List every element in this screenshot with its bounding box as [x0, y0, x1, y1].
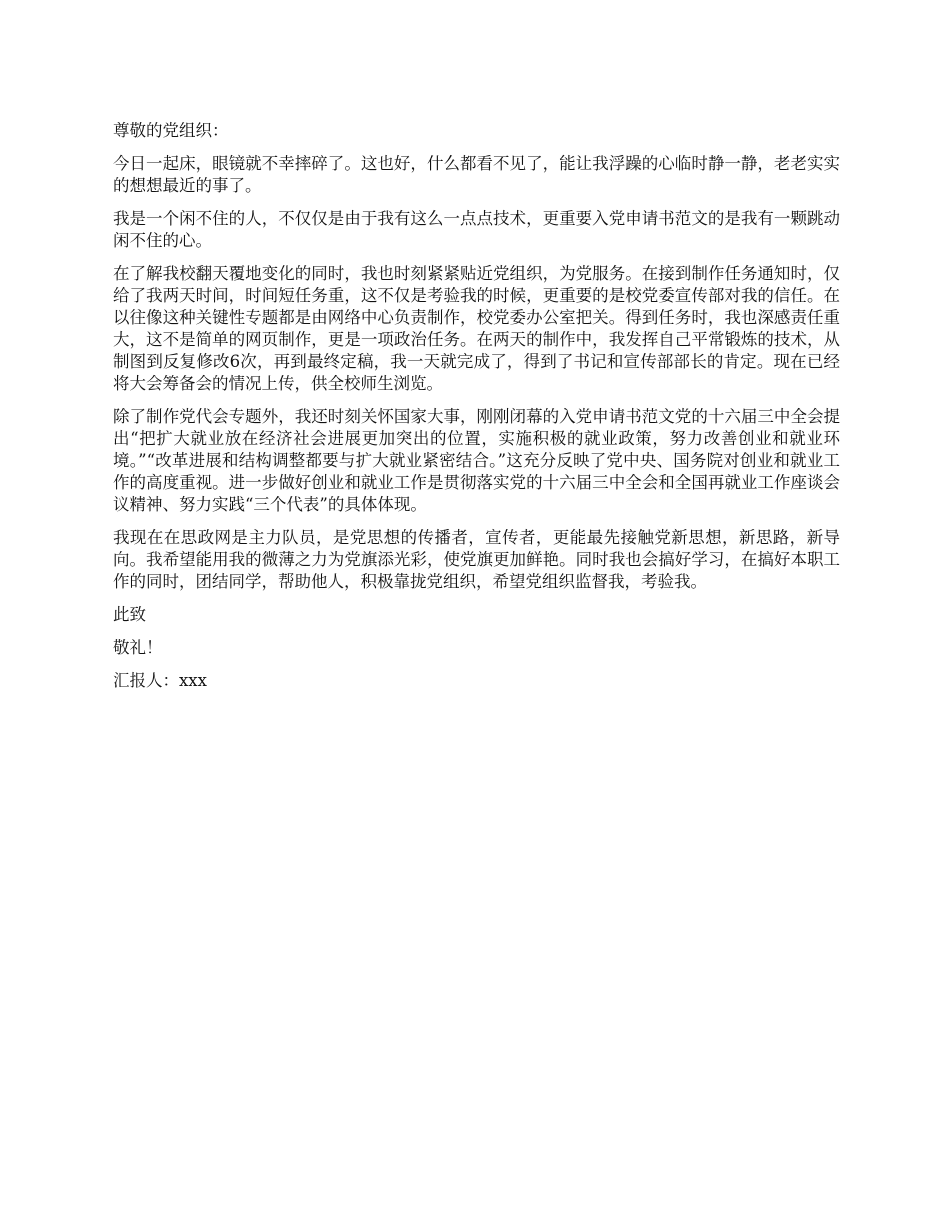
letter-body — [113, 120, 840, 703]
paragraph-5: 我现在在思政网是主力队员，是党思想的传播者，宣传者，更能最先接触党新思想，新思路，新导向。我希望能用我的微薄之力为党旗添光彩，使党旗更加鲜艳。同时我也会搞好学习，在搞好本职工作的同时，团结同学，帮助他人，积极靠拢党组织，希望党组织监督我，考验我。 — [113, 528, 840, 591]
paragraph-1: 今日一起床，眼镜就不幸摔碎了。这也好，什么都看不见了，能让我浮躁的心临时静一静，老老实实的想想最近的事了。 — [113, 154, 840, 195]
closing-salute: 敬礼！ — [113, 638, 163, 657]
closing-line: 此致 — [113, 605, 146, 624]
paragraph-4: 除了制作党代会专题外，我还时刻关怀国家大事，刚刚闭幕的入党申请书范文党的十六届三中全会提出“把扩大就业放在经济社会进展更加突出的位置，实施积极的就业政策，努力改善创业和就业环境。”“改革进展和结构调整都要与扩大就业紧密结合。”这充分反映了党中央、国务院对创业和就业工作的高度重视。进一步做好创业和就业工作是贯彻落实党的十六届三中全会和全国再就业工作座谈会议精神、努力实践“三个代表”的具体体现。 — [113, 407, 840, 514]
paragraph-3: 在了解我校翻天覆地变化的同时，我也时刻紧紧贴近党组织，为党服务。在接到制作任务通知时，仅给了我两天时间，时间短任务重，这不仅是考验我的时候，更重要的是校党委宣传部对我的信任。在以往像这种关键性专题都是由网络中心负责制作，校党委办公室把关。得到任务时，我也深感责任重大，这不是简单的网页制作，更是一项政治任务。在两天的制作中，我发挥自己平常锻炼的技术，从制图到反复修改6次，再到最终定稿，我一天就完成了，得到了书记和宣传部部长的肯定。现在已经将大会筹备会的情况上传，供全校师生浏览。 — [113, 264, 840, 393]
paragraph-2: 我是一个闲不住的人，不仅仅是由于我有这么一点点技术，更重要入党申请书范文的是我有一颗跳动闲不住的心。 — [113, 209, 840, 250]
signature: 汇报人：xxx — [113, 671, 207, 690]
salutation: 尊敬的党组织： — [113, 121, 229, 140]
